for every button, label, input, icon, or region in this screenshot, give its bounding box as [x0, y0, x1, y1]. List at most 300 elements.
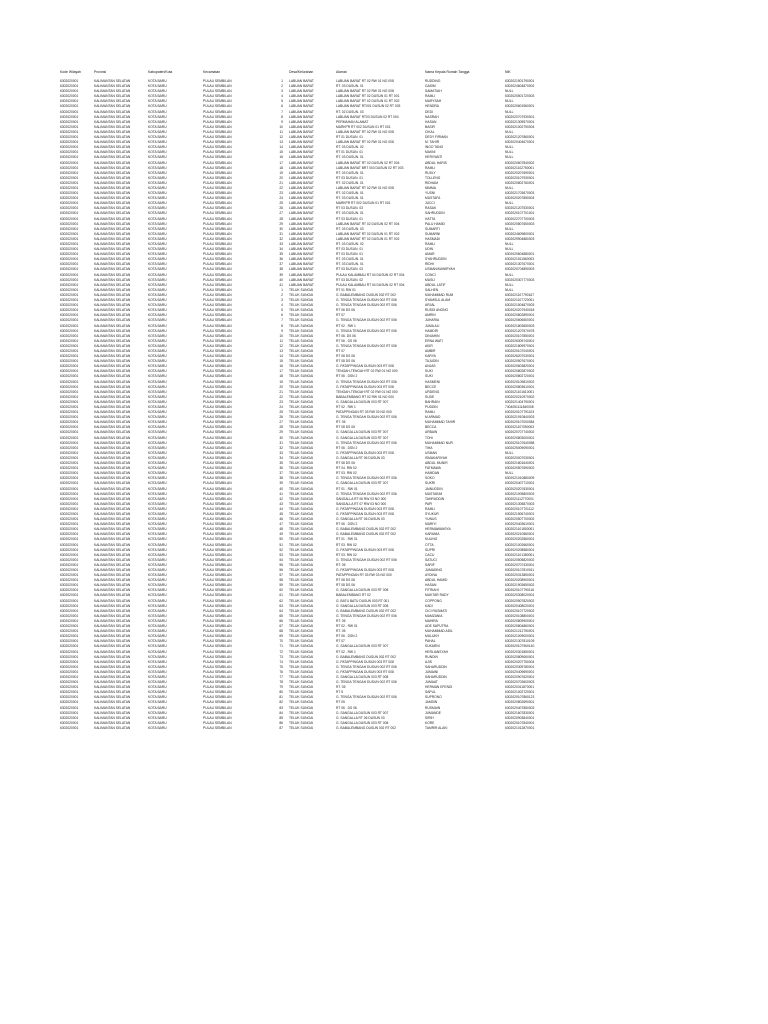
cell-desa-kelurahan: TELUK SUNGAI [289, 298, 314, 303]
cell-row-number: 29 [279, 430, 283, 435]
cell-nik: NULL [505, 109, 514, 114]
cell-alamat: RT. 03 DUSUN. 03 [336, 226, 364, 231]
cell-nama-kepala: ANJAS [425, 364, 436, 369]
cell-desa-kelurahan: LABUAN BARAT [289, 99, 314, 104]
cell-nama-kepala: MULUKH [425, 634, 439, 639]
cell-kode-wilayah: 6302020001 [60, 99, 79, 104]
cell-provinsi: KALIMANTAN SELATAN [94, 440, 131, 445]
cell-nik: 6302020107040001 [505, 348, 535, 353]
cell-nik: 6302020210970002 [505, 394, 535, 399]
cell-kabupaten-kota: KOTA BARU [148, 517, 167, 522]
cell-nik: 6302021207530001 [505, 206, 535, 211]
cell-kode-wilayah: 6302020001 [60, 262, 79, 267]
cell-alamat: SANGALLA RT 07 RW 03 NO 000 [336, 501, 387, 506]
cell-kabupaten-kota: KOTA BARU [148, 425, 167, 430]
cell-provinsi: KALIMANTAN SELATAN [94, 359, 131, 364]
cell-nama-kepala: TOLLENG [425, 175, 441, 180]
cell-desa-kelurahan: TELUK SUNGAI [289, 573, 314, 578]
cell-provinsi: KALIMANTAN SELATAN [94, 669, 131, 674]
cell-desa-kelurahan: TELUK SUNGAI [289, 343, 314, 348]
cell-kode-wilayah: 6302020001 [60, 206, 79, 211]
cell-provinsi: KALIMANTAN SELATAN [94, 129, 131, 134]
cell-nama-kepala: DINIAHIN [425, 333, 440, 338]
cell-nama-kepala: SYUKUR [425, 511, 439, 516]
cell-alamat: G. PATAPPINGAN DUSUN 003 RT 008 [336, 659, 394, 664]
cell-nik: 6302020309780001 [505, 664, 535, 669]
cell-alamat: RT 02 . RW 1 [336, 405, 356, 409]
cell-row-number: 61 [279, 593, 283, 598]
cell-kecamatan: PULAU SEMBILAN [203, 79, 232, 83]
cell-nik: 6302020907620001 [505, 674, 535, 679]
cell-row-number: 17 [279, 369, 283, 374]
cell-alamat: BABALEMBANG RT 02 RW 01 NO 000 [336, 394, 394, 399]
cell-provinsi: KALIMANTAN SELATAN [94, 201, 131, 206]
cell-desa-kelurahan: TELUK SUNGAI [289, 399, 314, 404]
cell-provinsi: KALIMANTAN SELATAN [94, 537, 131, 542]
cell-kecamatan: PULAU SEMBILAN [203, 303, 232, 308]
cell-kabupaten-kota: KOTA BARU [148, 191, 167, 196]
cell-desa-kelurahan: TELUK SUNGAI [289, 348, 314, 353]
cell-provinsi: KALIMANTAN SELATAN [94, 119, 131, 124]
cell-kabupaten-kota: KOTA BARU [148, 165, 167, 170]
cell-alamat: RT. 03 DUSUN. 01 [336, 84, 364, 89]
cell-nama-kepala: HAMDAN [425, 471, 440, 476]
cell-kabupaten-kota: KOTA BARU [148, 328, 167, 333]
cell-nik: NULL [505, 150, 514, 155]
cell-kode-wilayah: 6302020001 [60, 435, 79, 440]
cell-provinsi: KALIMANTAN SELATAN [94, 328, 131, 333]
cell-provinsi: KALIMANTAN SELATAN [94, 506, 131, 511]
cell-desa-kelurahan: TELUK SUNGAI [289, 603, 314, 608]
cell-provinsi: KALIMANTAN SELATAN [94, 425, 131, 430]
cell-row-number: 81 [279, 695, 283, 700]
cell-kecamatan: PULAU SEMBILAN [203, 262, 232, 267]
cell-kode-wilayah: 6302020001 [60, 552, 79, 557]
cell-kode-wilayah: 6302020001 [60, 140, 79, 145]
cell-row-number: 72 [279, 649, 283, 654]
cell-nama-kepala: DEDY FIRMAN [425, 135, 448, 140]
cell-alamat: G. SANGALLA DUSUN 003 RT 008 [336, 603, 389, 608]
cell-desa-kelurahan: LABUAN BARAT [289, 119, 314, 124]
cell-kabupaten-kota: KOTA BARU [148, 552, 167, 557]
cell-row-number: 23 [279, 191, 283, 196]
cell-row-number: 30 [279, 226, 283, 231]
cell-kabupaten-kota: KOTA BARU [148, 618, 167, 623]
cell-nik: 6302020707430001 [505, 562, 535, 567]
cell-alamat: RT 03 DUSUN. 01 [336, 247, 363, 252]
cell-kecamatan: PULAU SEMBILAN [203, 700, 232, 705]
cell-kode-wilayah: 6302020001 [60, 89, 79, 94]
cell-alamat: RT 07 [336, 313, 345, 318]
cell-nama-kepala: SARIF [425, 562, 435, 567]
cell-desa-kelurahan: TELUK SUNGAI [289, 461, 314, 466]
cell-nama-kepala: SAHARUDDIN [425, 674, 447, 679]
cell-provinsi: KALIMANTAN SELATAN [94, 323, 131, 328]
cell-kabupaten-kota: KOTA BARU [148, 303, 167, 308]
cell-kecamatan: PULAU SEMBILAN [203, 680, 232, 685]
cell-alamat: LABUAN BARAT RT 02 DUSUN 01 RT 002 [336, 99, 400, 104]
cell-kode-wilayah: 6302020001 [60, 445, 79, 450]
cell-kabupaten-kota: KOTA BARU [148, 394, 167, 399]
cell-nama-kepala: RIDHAM [425, 180, 439, 185]
cell-kabupaten-kota: KOTA BARU [148, 486, 167, 491]
cell-kecamatan: PULAU SEMBILAN [203, 420, 232, 425]
cell-nama-kepala: KADI [425, 603, 433, 608]
cell-alamat: RT 03 DUSUN. 01 [336, 252, 363, 257]
cell-kabupaten-kota: KOTA BARU [148, 287, 167, 292]
cell-nama-kepala: MAMZANIA [425, 613, 443, 618]
cell-kecamatan: PULAU SEMBILAN [203, 89, 232, 94]
cell-desa-kelurahan: LABUAN BARAT [289, 165, 314, 170]
cell-nama-kepala: TOHI [425, 435, 433, 440]
cell-alamat: RT 03. RW 02 [336, 471, 357, 476]
cell-kabupaten-kota: KOTA BARU [148, 211, 167, 216]
cell-kecamatan: PULAU SEMBILAN [203, 216, 232, 221]
cell-kabupaten-kota: KOTA BARU [148, 292, 167, 297]
cell-nik: NULL [505, 155, 514, 160]
cell-provinsi: KALIMANTAN SELATAN [94, 491, 131, 496]
cell-alamat: G. PATAPPINGAN DUSUN 003 RT 008 [336, 506, 394, 511]
cell-alamat: RT 02 . RW 01 [336, 624, 358, 629]
cell-nik: 6302021305870003 [505, 501, 535, 506]
cell-alamat: TENGAH-TENGAH RT 02 RW 01 NO 000 [336, 389, 398, 394]
cell-kode-wilayah: 6302020001 [60, 496, 79, 501]
cell-alamat: LABUAN BARAT RT 02 RW 01 NO 008 [336, 185, 394, 190]
cell-row-number: 69 [279, 634, 283, 639]
cell-kode-wilayah: 6302020001 [60, 720, 79, 725]
cell-desa-kelurahan: TELUK SUNGAI [289, 624, 314, 629]
cell-provinsi: KALIMANTAN SELATAN [94, 542, 131, 547]
header-kabupaten-kota: Kabupaten/Kota [148, 70, 173, 74]
cell-alamat: RT. 05 [336, 685, 346, 690]
cell-kabupaten-kota: KOTA BARU [148, 155, 167, 160]
cell-kecamatan: PULAU SEMBILAN [203, 562, 232, 567]
cell-kecamatan: PULAU SEMBILAN [203, 124, 232, 129]
cell-provinsi: KALIMANTAN SELATAN [94, 644, 131, 649]
cell-kecamatan: PULAU SEMBILAN [203, 690, 232, 695]
cell-nik: 6302021404790001 [505, 399, 535, 404]
cell-kecamatan: PULAU SEMBILAN [203, 348, 232, 353]
cell-nik: 6302020707930001 [505, 114, 535, 119]
cell-row-number: 28 [279, 216, 283, 221]
cell-provinsi: KALIMANTAN SELATAN [94, 216, 131, 221]
cell-provinsi: KALIMANTAN SELATAN [94, 292, 131, 297]
cell-nama-kepala: USMAN [425, 450, 437, 455]
cell-desa-kelurahan: TELUK SUNGAI [289, 588, 314, 593]
cell-nik: 6302020107860123 [505, 695, 535, 700]
cell-kabupaten-kota: KOTA BARU [148, 399, 167, 404]
cell-nik: 6302021101610001 [505, 389, 535, 394]
cell-kabupaten-kota: KOTA BARU [148, 542, 167, 547]
cell-desa-kelurahan: TELUK SUNGAI [289, 415, 314, 420]
cell-kabupaten-kota: KOTA BARU [148, 466, 167, 471]
cell-provinsi: KALIMANTAN SELATAN [94, 593, 131, 598]
cell-kode-wilayah: 6302020001 [60, 522, 79, 527]
cell-kode-wilayah: 6302020001 [60, 318, 79, 323]
cell-row-number: 73 [279, 654, 283, 659]
cell-desa-kelurahan: TELUK SUNGAI [289, 450, 314, 455]
cell-row-number: 40 [279, 486, 283, 491]
cell-row-number: 51 [279, 542, 283, 547]
cell-provinsi: KALIMANTAN SELATAN [94, 705, 131, 710]
cell-row-number: 31 [279, 440, 283, 445]
cell-nama-kepala: SUDE [425, 394, 435, 399]
cell-alamat: G. BABALEMBANG DUSUN 002 RT 002 [336, 725, 396, 730]
cell-kecamatan: PULAU SEMBILAN [203, 374, 232, 379]
cell-kode-wilayah: 6302020001 [60, 150, 79, 155]
cell-desa-kelurahan: TELUK SUNGAI [289, 394, 314, 399]
cell-row-number: 12 [279, 343, 283, 348]
cell-desa-kelurahan: TELUK SUNGAI [289, 715, 314, 720]
cell-desa-kelurahan: LABUAN BARAT [289, 206, 314, 211]
cell-desa-kelurahan: TELUK SUNGAI [289, 613, 314, 618]
cell-kode-wilayah: 6302020001 [60, 211, 79, 216]
cell-desa-kelurahan: TELUK SUNGAI [289, 710, 314, 715]
cell-alamat: G. TENGA TENGAH DUSUN 002 RT 006 [336, 298, 397, 303]
cell-kecamatan: PULAU SEMBILAN [203, 603, 232, 608]
cell-kabupaten-kota: KOTA BARU [148, 242, 167, 246]
cell-provinsi: KALIMANTAN SELATAN [94, 430, 131, 435]
cell-alamat: LABUAN BARAT RT 02 DUSUN 01 RT 002 [336, 236, 400, 241]
cell-desa-kelurahan: TELUK SUNGAI [289, 379, 314, 384]
cell-row-number: 46 [279, 517, 283, 522]
cell-kabupaten-kota: KOTA BARU [148, 84, 167, 89]
cell-alamat: RT 06 . DS 06 [336, 705, 357, 710]
cell-nik: 6302020208900001 [505, 578, 535, 583]
cell-kabupaten-kota: KOTA BARU [148, 649, 167, 654]
cell-nik: 6302021307810109 [505, 639, 535, 644]
cell-nik: 6302022707700003 [505, 216, 535, 221]
cell-kabupaten-kota: KOTA BARU [148, 196, 167, 201]
cell-kecamatan: PULAU SEMBILAN [203, 292, 232, 297]
cell-nik: 6302020601560001 [505, 104, 535, 109]
cell-provinsi: KALIMANTAN SELATAN [94, 262, 131, 267]
cell-alamat: RT 02 . RW 1 [336, 649, 356, 654]
header-desa-kelurahan: Desa/Kelurahan [289, 70, 314, 74]
cell-kode-wilayah: 6302020001 [60, 196, 79, 201]
cell-kecamatan: PULAU SEMBILAN [203, 242, 232, 246]
cell-nik: NULL [505, 471, 514, 476]
cell-row-number: 15 [279, 150, 283, 155]
cell-desa-kelurahan: TELUK SUNGAI [289, 695, 314, 700]
cell-row-number: 19 [279, 379, 283, 384]
cell-kode-wilayah: 6302020001 [60, 685, 79, 690]
cell-nik: 6302020409690001 [505, 669, 535, 674]
cell-row-number: 7 [281, 318, 283, 323]
cell-kecamatan: PULAU SEMBILAN [203, 685, 232, 690]
cell-alamat: RT 03. RW 02 [336, 542, 357, 547]
cell-kecamatan: PULAU SEMBILAN [203, 201, 232, 206]
cell-kecamatan: PULAU SEMBILAN [203, 547, 232, 552]
cell-kabupaten-kota: KOTA BARU [148, 598, 167, 603]
cell-nik: 6302020107701112 [505, 506, 534, 511]
cell-kabupaten-kota: KOTA BARU [148, 690, 167, 695]
cell-kode-wilayah: 6302020001 [60, 287, 79, 292]
cell-kode-wilayah: 6302020001 [60, 170, 79, 175]
cell-provinsi: KALIMANTAN SELATAN [94, 242, 131, 246]
cell-provinsi: KALIMANTAN SELATAN [94, 588, 131, 593]
cell-kabupaten-kota: KOTA BARU [148, 277, 167, 282]
cell-kecamatan: PULAU SEMBILAN [203, 481, 232, 486]
cell-alamat: RT 06. DS 06 [336, 333, 356, 338]
cell-nik: 6302020313850001 [505, 573, 535, 578]
cell-provinsi: KALIMANTAN SELATAN [94, 343, 131, 348]
cell-alamat: G. TENGA TENGAH DUSUN 002 RT 006 [336, 328, 397, 333]
cell-alamat: RT. 03 DUSUN. 01 [336, 211, 364, 216]
cell-kabupaten-kota: KOTA BARU [148, 415, 167, 420]
cell-row-number: 26 [279, 206, 283, 211]
cell-provinsi: KALIMANTAN SELATAN [94, 552, 131, 557]
cell-nama-kepala: HATTA [425, 216, 436, 221]
cell-row-number: 18 [279, 165, 283, 170]
cell-kecamatan: PULAU SEMBILAN [203, 710, 232, 715]
cell-kecamatan: PULAU SEMBILAN [203, 501, 232, 506]
cell-kode-wilayah: 6302020001 [60, 486, 79, 491]
cell-kode-wilayah: 6302020001 [60, 114, 79, 119]
cell-nik: 6302020606500001 [505, 318, 535, 323]
cell-nik: 6302021012870001 [505, 725, 535, 730]
cell-kecamatan: PULAU SEMBILAN [203, 425, 232, 430]
cell-provinsi: KALIMANTAN SELATAN [94, 150, 131, 155]
cell-kabupaten-kota: KOTA BARU [148, 450, 167, 455]
cell-alamat: G. BATU BATU DUSUN 003 RT 001 [336, 598, 390, 603]
cell-nik: 6302020210560001 [505, 532, 535, 537]
cell-desa-kelurahan: TELUK SUNGAI [289, 359, 314, 364]
cell-nama-kepala: OTTA [425, 542, 434, 547]
cell-provinsi: KALIMANTAN SELATAN [94, 618, 131, 623]
cell-nik: 6302021010880009 [505, 476, 535, 481]
cell-alamat: G. PATAPPINGAN DUSUN 003 RT 008 [336, 669, 394, 674]
cell-kode-wilayah: 6302020001 [60, 461, 79, 466]
cell-nama-kepala: GASIM [425, 84, 436, 89]
cell-nik: NULL [505, 226, 514, 231]
cell-kabupaten-kota: KOTA BARU [148, 710, 167, 715]
cell-row-number: 39 [279, 481, 283, 486]
cell-kode-wilayah: 6302020001 [60, 348, 79, 353]
cell-provinsi: KALIMANTAN SELATAN [94, 664, 131, 669]
cell-alamat: G. BABALEMBANG DUSUN 002 RT 002 [336, 608, 396, 613]
cell-row-number: 33 [279, 450, 283, 455]
cell-row-number: 9 [281, 328, 283, 333]
cell-desa-kelurahan: TELUK SUNGAI [289, 598, 314, 603]
cell-provinsi: KALIMANTAN SELATAN [94, 639, 131, 644]
cell-provinsi: KALIMANTAN SELATAN [94, 578, 131, 583]
cell-row-number: 74 [279, 659, 283, 664]
cell-nik: 6302020607840002 [505, 160, 535, 165]
cell-kecamatan: PULAU SEMBILAN [203, 394, 232, 399]
cell-desa-kelurahan: TELUK SUNGAI [289, 517, 314, 522]
cell-kode-wilayah: 6302020001 [60, 384, 79, 389]
cell-nama-kepala: ABDUL HARIS [425, 160, 447, 165]
cell-kecamatan: PULAU SEMBILAN [203, 415, 232, 420]
cell-kabupaten-kota: KOTA BARU [148, 262, 167, 267]
cell-nik: 7404051111840008 [505, 405, 534, 409]
cell-provinsi: KALIMANTAN SELATAN [94, 221, 131, 226]
cell-desa-kelurahan: LABUAN BARAT [289, 155, 314, 160]
cell-kecamatan: PULAU SEMBILAN [203, 135, 232, 140]
cell-nama-kepala: JUMAINI [425, 669, 439, 674]
cell-nik: 6302021307670001 [505, 262, 535, 267]
cell-kabupaten-kota: KOTA BARU [148, 206, 167, 211]
cell-nik: 6302020807650003 [505, 221, 535, 226]
cell-provinsi: KALIMANTAN SELATAN [94, 517, 131, 522]
cell-kabupaten-kota: KOTA BARU [148, 430, 167, 435]
cell-alamat: G. TENGA TENGAH DUSUN 002 RT 006 [336, 440, 397, 445]
cell-provinsi: KALIMANTAN SELATAN [94, 84, 131, 89]
cell-provinsi: KALIMANTAN SELATAN [94, 455, 131, 460]
cell-kabupaten-kota: KOTA BARU [148, 384, 167, 389]
cell-kabupaten-kota: KOTA BARU [148, 664, 167, 669]
cell-kode-wilayah: 6302020001 [60, 557, 79, 562]
cell-provinsi: KALIMANTAN SELATAN [94, 532, 131, 537]
cell-kode-wilayah: 6302020001 [60, 415, 79, 420]
cell-row-number: 59 [279, 583, 283, 588]
cell-kode-wilayah: 6302020001 [60, 298, 79, 303]
cell-row-number: 6 [281, 313, 283, 318]
cell-nama-kepala: KORE [425, 720, 435, 725]
cell-kode-wilayah: 6302020001 [60, 394, 79, 399]
cell-nama-kepala: RUNDIN [425, 654, 438, 659]
cell-nik: 6302021305970001 [505, 119, 535, 124]
cell-desa-kelurahan: TELUK SUNGAI [289, 685, 314, 690]
cell-nik: 6302021801640001 [505, 461, 535, 466]
cell-desa-kelurahan: TELUK SUNGAI [289, 511, 314, 516]
cell-kecamatan: PULAU SEMBILAN [203, 211, 232, 216]
cell-kabupaten-kota: KOTA BARU [148, 333, 167, 338]
cell-kecamatan: PULAU SEMBILAN [203, 654, 232, 659]
cell-row-number: 4 [281, 94, 283, 99]
cell-row-number: 83 [279, 705, 283, 710]
cell-nama-kepala: SAMATIAH [425, 89, 442, 94]
cell-provinsi: KALIMANTAN SELATAN [94, 170, 131, 175]
cell-kabupaten-kota: KOTA BARU [148, 170, 167, 175]
cell-desa-kelurahan: TELUK SUNGAI [289, 532, 314, 537]
cell-desa-kelurahan: LABUAN BARAT [289, 109, 314, 114]
cell-kecamatan: PULAU SEMBILAN [203, 405, 232, 409]
cell-row-number: 41 [279, 491, 283, 496]
cell-row-number: 8 [281, 114, 283, 119]
cell-kabupaten-kota: KOTA BARU [148, 562, 167, 567]
header-nik: NIK [505, 70, 511, 74]
cell-row-number: 56 [279, 568, 283, 572]
cell-kabupaten-kota: KOTA BARU [148, 119, 167, 124]
cell-kode-wilayah: 6302020001 [60, 639, 79, 644]
cell-kode-wilayah: 6302020001 [60, 247, 79, 252]
cell-row-number: 82 [279, 700, 283, 705]
cell-kode-wilayah: 6302020001 [60, 562, 79, 567]
cell-provinsi: KALIMANTAN SELATAN [94, 236, 131, 241]
cell-nik: 6302020403610001 [505, 522, 535, 527]
cell-alamat: RT 07 [336, 348, 345, 353]
cell-provinsi: KALIMANTAN SELATAN [94, 557, 131, 562]
cell-kabupaten-kota: KOTA BARU [148, 185, 167, 190]
cell-provinsi: KALIMANTAN SELATAN [94, 318, 131, 323]
cell-row-number: 19 [279, 170, 283, 175]
cell-nama-kepala: MARIYI [425, 522, 437, 527]
cell-kecamatan: PULAU SEMBILAN [203, 231, 232, 236]
cell-kabupaten-kota: KOTA BARU [148, 476, 167, 481]
cell-kabupaten-kota: KOTA BARU [148, 236, 167, 241]
cell-provinsi: KALIMANTAN SELATAN [94, 267, 131, 272]
cell-kabupaten-kota: KOTA BARU [148, 578, 167, 583]
cell-alamat: G. SANGALLA DUSUN 003 RT 008 [336, 674, 389, 679]
cell-kode-wilayah: 6302020001 [60, 282, 79, 287]
data-table-body [0, 79, 768, 731]
cell-provinsi: KALIMANTAN SELATAN [94, 124, 131, 129]
cell-row-number: 1 [281, 287, 283, 292]
cell-desa-kelurahan: TELUK SUNGAI [289, 303, 314, 308]
cell-kabupaten-kota: KOTA BARU [148, 323, 167, 328]
